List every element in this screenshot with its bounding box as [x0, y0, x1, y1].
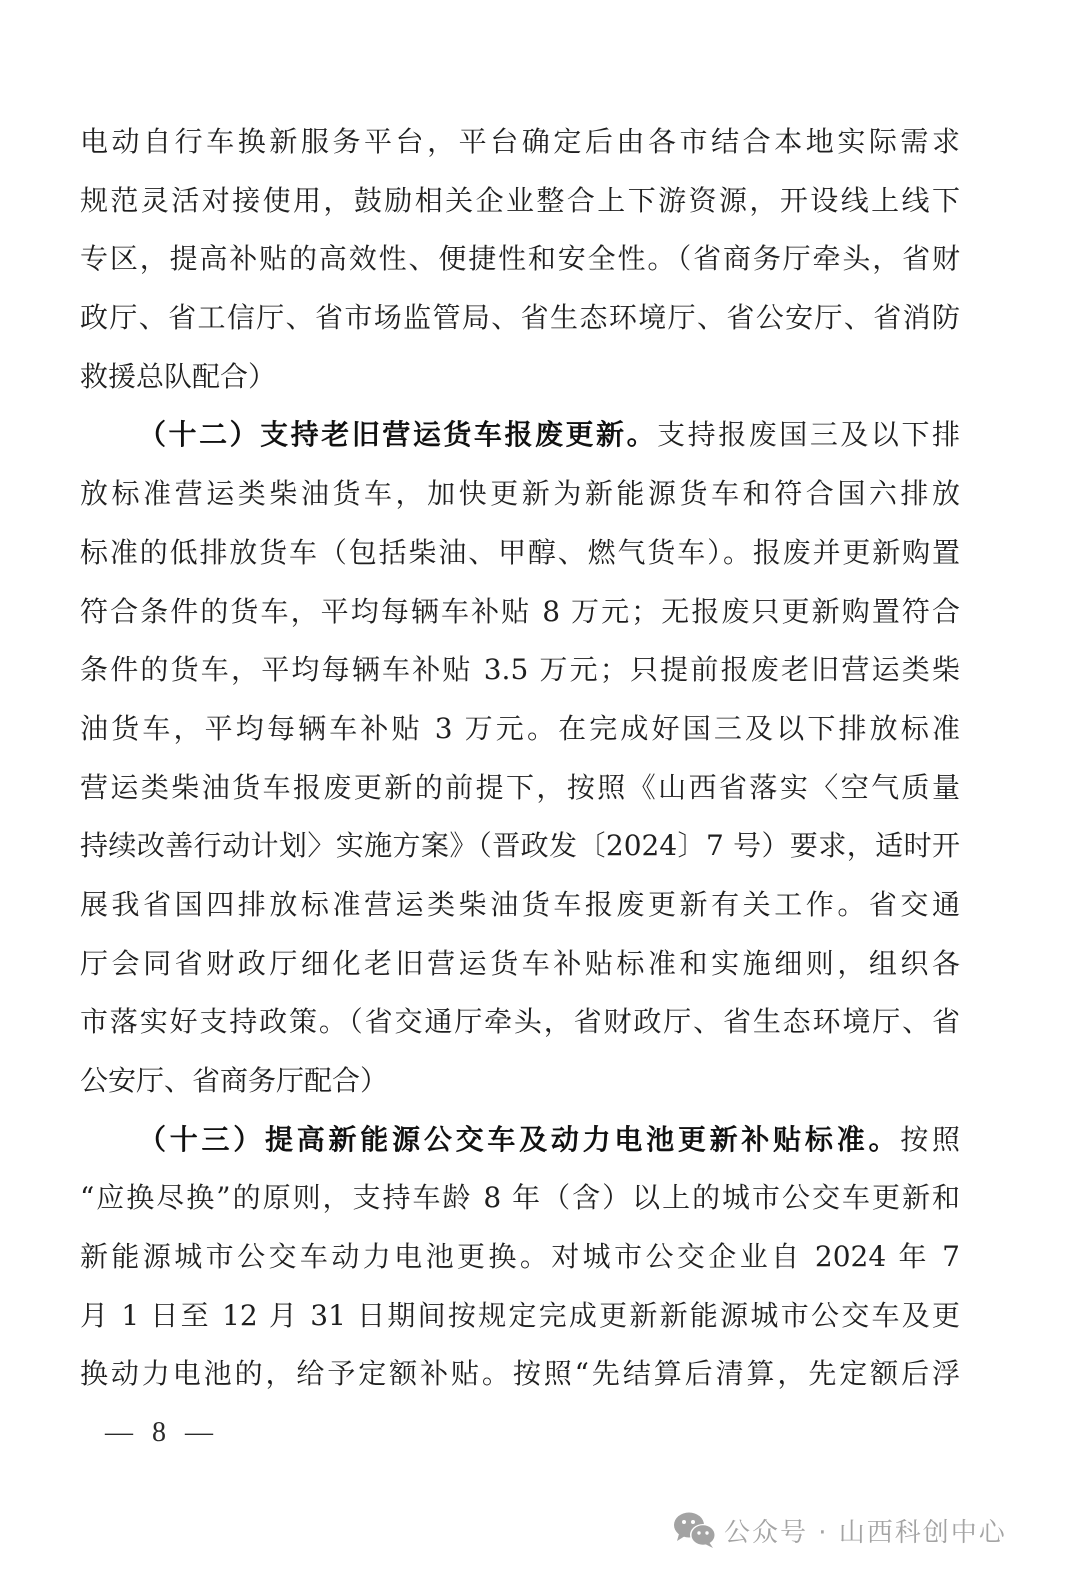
text-line: 月 1 日至 12 月 31 日期间按规定完成更新新能源城市公交车及更: [80, 1298, 960, 1332]
section-13-heading: （十三）提高新能源公交车及动力电池更新补贴标准。: [138, 1122, 901, 1156]
watermark: [672, 1510, 1007, 1550]
page-number: — 8 —: [105, 1417, 219, 1448]
watermark-text: 公众号 · 山西科创中心: [724, 1517, 1007, 1548]
text-line: 条件的货车，平均每辆车补贴 3.5 万元；只提前报废老旧营运类柴: [80, 653, 960, 687]
text-line: 电动自行车换新服务平台，平台确定后由各市结合本地实际需求: [80, 125, 960, 158]
text-line: 营运类柴油货车报废更新的前提下，按照《山西省落实〈空气质量: [80, 770, 960, 804]
text-line: 标准的低排放货车（包括柴油、甲醇、燃气货车）。报废并更新购置: [80, 535, 960, 569]
text-line-tail: 按照: [900, 1122, 960, 1156]
document-body: [80, 113, 960, 1404]
text-line-tail: 支持报废国三及以下排: [657, 418, 960, 452]
text-line: 公安厅、省商务厅配合）: [80, 1064, 389, 1097]
text-line: 市落实好支持政策。（省交通厅牵头，省财政厅、省生态环境厅、省: [80, 1005, 960, 1039]
section-12-first-line: [80, 406, 960, 465]
text-line: “应换尽换”的原则，支持车龄 8 年（含）以上的城市公交车更新和: [80, 1181, 960, 1215]
text-line: 展我省国四排放标准营运类柴油货车报废更新有关工作。省交通: [80, 887, 960, 921]
text-line: 专区，提高补贴的高效性、便捷性和安全性。（省商务厅牵头，省财: [80, 242, 960, 276]
section-12-heading: （十二）支持老旧营运货车报废更新。: [138, 418, 658, 452]
text-line: 符合条件的货车，平均每辆车补贴 8 万元；无报废只更新购置符合: [80, 594, 960, 628]
text-line: 换动力电池的，给予定额补贴。按照“先结算后清算，先定额后浮: [80, 1357, 960, 1391]
text-line: 放标准营运类柴油货车，加快更新为新能源货车和符合国六排放: [80, 477, 960, 511]
text-line: 油货车，平均每辆车补贴 3 万元。在完成好国三及以下排放标准: [80, 711, 960, 745]
section-13-first-line: [80, 1111, 960, 1170]
text-line: 新能源城市公交车动力电池更换。对城市公交企业自 2024 年 7: [80, 1240, 960, 1274]
text-line: 规范灵活对接使用，鼓励相关企业整合上下游资源，开设线上线下: [80, 183, 960, 217]
text-line: 厅会同省财政厅细化老旧营运货车补贴标准和实施细则，组织各: [80, 946, 960, 980]
text-line: 政厅、省工信厅、省市场监管局、省生态环境厅、省公安厅、省消防: [80, 301, 960, 335]
text-line: 持续改善行动计划〉实施方案》（晋政发〔2024〕7 号）要求，适时开: [80, 829, 960, 863]
wechat-icon: [672, 1510, 718, 1550]
text-line: 救援总队配合）: [80, 359, 277, 393]
